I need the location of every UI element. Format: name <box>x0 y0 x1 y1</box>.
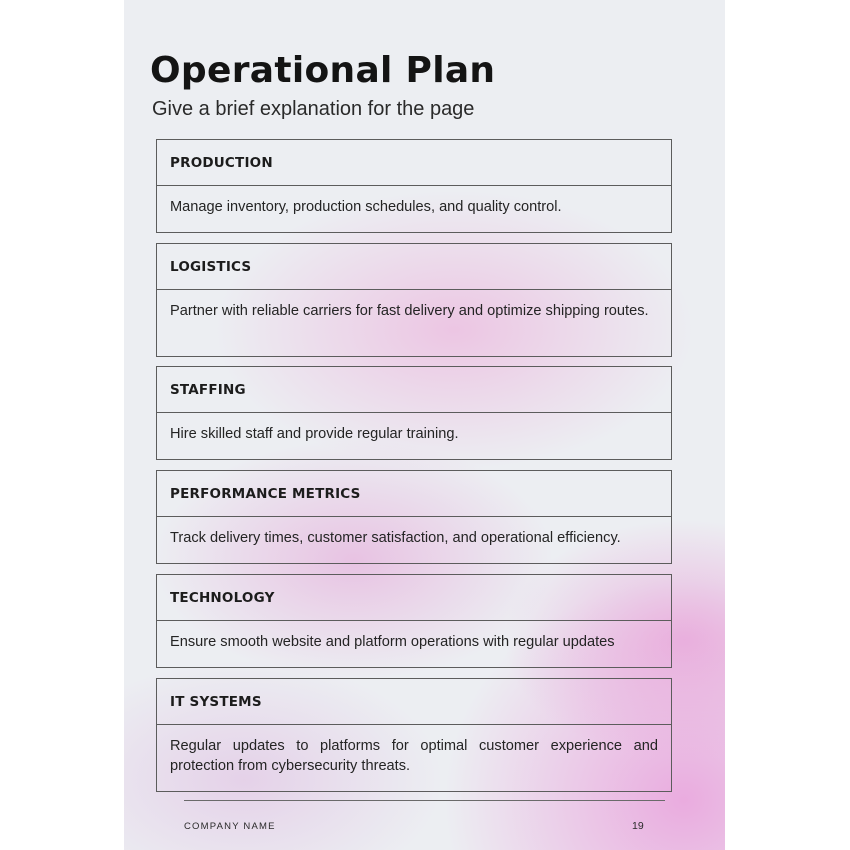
section-heading: IT SYSTEMS <box>157 679 671 725</box>
section-text: Partner with reliable carriers for fast delivery and optimize shipping routes. <box>170 303 649 319</box>
section-logistics <box>156 243 672 357</box>
page-title: Operational Plan <box>150 50 496 91</box>
section-heading: PERFORMANCE METRICS <box>157 471 671 517</box>
section-text: Regular updates to platforms for optimal customer experience and protection from cybersecurity threats. <box>170 738 658 774</box>
section-heading: STAFFING <box>157 367 671 413</box>
section-production <box>156 139 672 233</box>
section-technology <box>156 574 672 668</box>
section-staffing <box>156 366 672 460</box>
page-subtitle: Give a brief explanation for the page <box>152 98 475 120</box>
section-performance-metrics <box>156 470 672 564</box>
section-text: Ensure smooth website and platform operations with regular updates <box>170 634 615 650</box>
footer-divider <box>184 800 665 801</box>
section-text: Hire skilled staff and provide regular training. <box>170 426 459 442</box>
section-heading: LOGISTICS <box>157 244 671 290</box>
page-number: 19 <box>632 820 644 832</box>
section-text: Manage inventory, production schedules, and quality control. <box>170 199 562 215</box>
section-heading: TECHNOLOGY <box>157 575 671 621</box>
section-it-systems <box>156 678 672 792</box>
footer-company-name: COMPANY NAME <box>184 821 276 832</box>
section-text: Track delivery times, customer satisfaction, and operational efficiency. <box>170 530 621 546</box>
document-page <box>124 0 725 850</box>
section-heading: PRODUCTION <box>157 140 671 186</box>
